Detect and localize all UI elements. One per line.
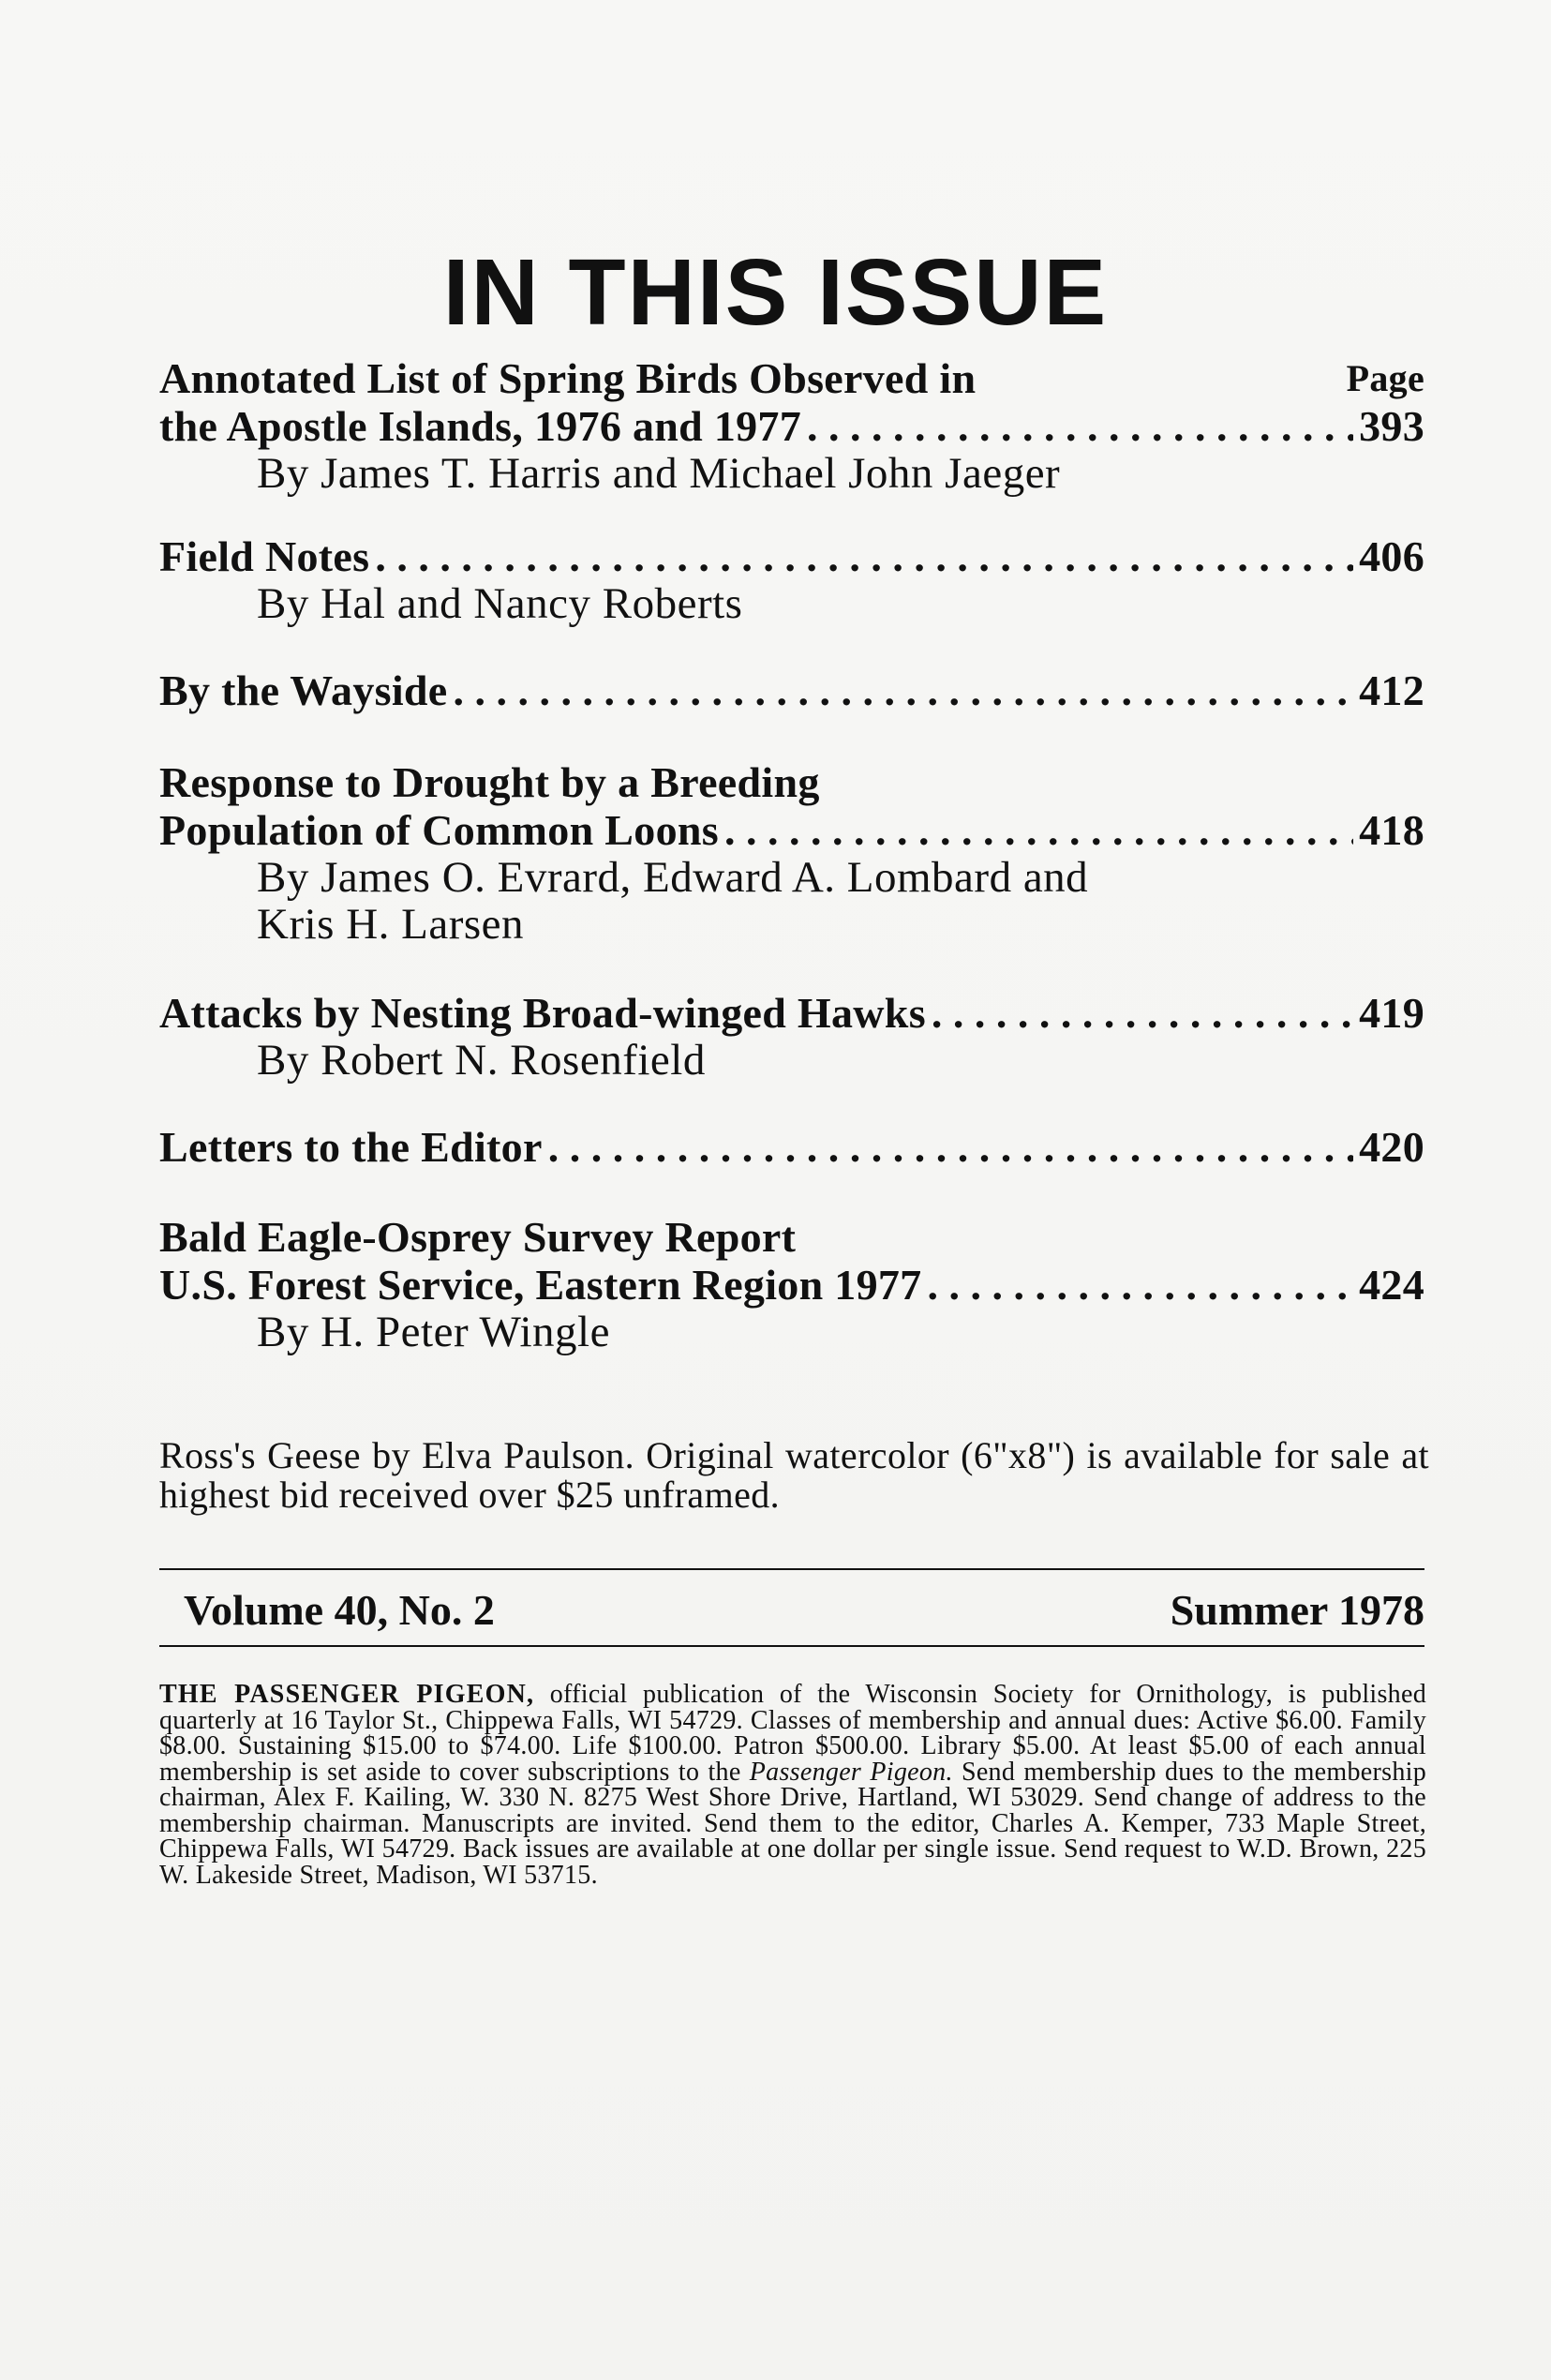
- entry-title-text: Annotated List of Spring Birds Observed in: [159, 354, 977, 402]
- publication-name: THE PASSENGER PIGEON,: [159, 1680, 535, 1709]
- top-rule: [159, 1568, 1424, 1570]
- dot-leader: [927, 1261, 1353, 1309]
- entry-author: By James T. Harris and Michael John Jaeger: [257, 449, 1061, 498]
- entry-title-text: Response to Drought by a Breeding: [159, 758, 820, 806]
- entry-title-line: [159, 402, 1424, 450]
- dot-leader: [932, 989, 1353, 1037]
- toc-entry: [159, 989, 1424, 1084]
- entry-author: Kris H. Larsen: [257, 900, 525, 949]
- entry-title-line: [159, 532, 1424, 580]
- dot-leader: [375, 532, 1353, 580]
- table-of-contents: [159, 354, 1424, 1355]
- entry-page-number: 424: [1359, 1261, 1424, 1309]
- page-column-label: Page: [1346, 357, 1424, 399]
- entry-author: By Robert N. Rosenfield: [257, 1036, 706, 1085]
- entry-author: By H. Peter Wingle: [257, 1308, 610, 1356]
- entry-page-number: 419: [1359, 989, 1424, 1037]
- entry-title-line: [159, 666, 1424, 714]
- entry-title-text: the Apostle Islands, 1976 and 1977: [159, 402, 802, 450]
- entry-author: By Hal and Nancy Roberts: [257, 579, 743, 628]
- bottom-rule: [159, 1645, 1424, 1647]
- entry-title-line: [159, 758, 1424, 806]
- entry-title-text: Bald Eagle-Osprey Survey Report: [159, 1213, 797, 1261]
- masthead-italic: Passenger Pigeon.: [749, 1757, 953, 1787]
- toc-entry: [159, 532, 1424, 627]
- dot-leader: [724, 806, 1353, 854]
- entry-title-text: Attacks by Nesting Broad-winged Hawks: [159, 989, 926, 1037]
- dot-leader: [548, 1123, 1353, 1171]
- entry-title-text: U.S. Forest Service, Eastern Region 1977: [159, 1261, 922, 1309]
- issue-season: Summer 1978: [1170, 1586, 1424, 1634]
- entry-author: By James O. Evrard, Edward A. Lombard and: [257, 853, 1089, 902]
- dot-leader: [454, 666, 1354, 714]
- toc-entry: [159, 666, 1424, 714]
- entry-title-line: [159, 1123, 1424, 1171]
- toc-entry: [159, 1213, 1424, 1355]
- volume-number: Volume 40, No. 2: [184, 1586, 495, 1634]
- entry-title-text: Population of Common Loons: [159, 806, 719, 854]
- cover-caption: Ross's Geese by Elva Paulson. Original watercolor (6"x8") is available for sale at highest bid received over $25 unframed.: [159, 1434, 1429, 1516]
- issue-bar: [159, 1584, 1424, 1637]
- entry-page-number: 412: [1359, 666, 1424, 714]
- entry-page-number: 420: [1359, 1123, 1424, 1171]
- toc-entry: [159, 758, 1424, 948]
- masthead-text: official publication of the Wisconsin Society for Ornithology, is published quarterly at 16 Taylor St., Chippewa Falls, WI 54729. Classes of membership and annual dues: Active $6.00. Family $8.00. Sustaining $15.00 to $74.00. Life $100.00. Patron $500.00. Library $5.00. At least $5.00 of each annual membership is set aside to cover subscriptions to the: [159, 1680, 1427, 1787]
- toc-entry: [159, 354, 1424, 497]
- masthead-text: Send membership dues to the membership chairman, Alex F. Kailing, W. 330 N. 8275 West Shore Drive, Hartland, WI 53029. Send change of address to the membership chairman. Manuscripts are invited. Send them to the editor, Charles A. Kemper, 733 Maple Street, Chippewa Falls, WI 54729. Back issues are available at one dollar per single issue. Send request to W.D. Brown, 225 W. Lakeside Street, Madison, WI 53715.: [159, 1757, 1427, 1890]
- masthead-paragraph: [159, 1682, 1426, 1888]
- entry-title-text: By the Wayside: [159, 666, 448, 714]
- entry-title-text: Field Notes: [159, 532, 370, 580]
- dot-leader: [807, 402, 1353, 450]
- entry-title-text: Letters to the Editor: [159, 1123, 543, 1171]
- page-title: IN THIS ISSUE: [442, 240, 1109, 345]
- entry-title-line: [159, 1261, 1424, 1309]
- entry-page-number: 406: [1359, 532, 1424, 580]
- toc-entry: [159, 1123, 1424, 1171]
- entry-title-line: [159, 989, 1424, 1037]
- entry-page-number: 393: [1359, 402, 1424, 450]
- entry-page-number: 418: [1359, 806, 1424, 854]
- entry-title-line: [159, 354, 1424, 402]
- entry-title-line: [159, 1213, 1424, 1261]
- entry-title-line: [159, 806, 1424, 854]
